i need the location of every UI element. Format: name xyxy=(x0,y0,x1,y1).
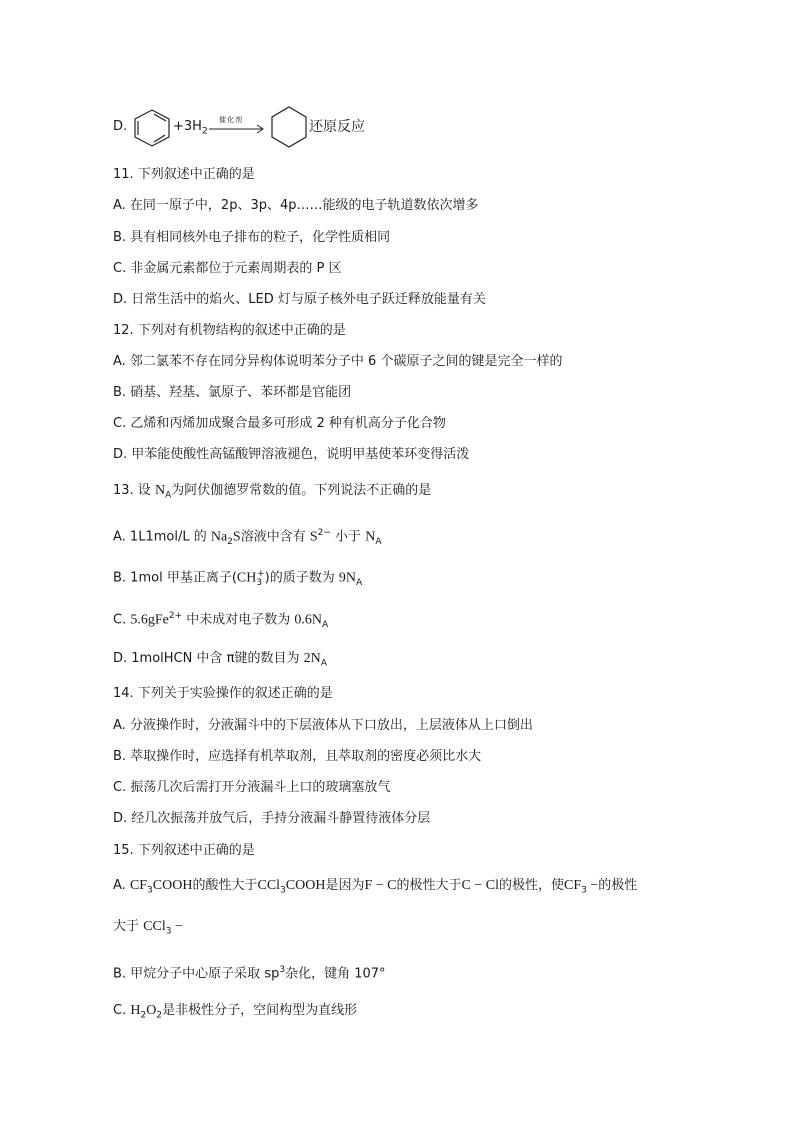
q15-option-c: C. $H_2O_2$是非极性分子，空间构型为直线形 xyxy=(113,1003,358,1021)
q11-option-a: A. 在同一原子中，2p、3p、4p……能级的电子轨道数依次增多 xyxy=(113,198,479,213)
catalyst-label: 催化剂 xyxy=(219,116,243,124)
q13-option-d: D. 1molHCN 中含 π键的数目为 $2N_A$ xyxy=(113,651,327,669)
q15-stem: 15. 下列叙述中正确的是 xyxy=(113,843,255,858)
q12-option-b: B. 硝基、羟基、氯原子、苯环都是官能团 xyxy=(113,385,352,400)
q12-option-d: D. 甲苯能使酸性高锰酸钾溶液褪色，说明甲基使苯环变得活泼 xyxy=(113,447,470,462)
cyclohexane-ring xyxy=(272,107,306,147)
q11-option-c: C. 非金属元素都位于元素周期表的 P 区 xyxy=(113,261,342,276)
reaction-type: 还原反应 xyxy=(309,119,365,135)
q11-option-d: D. 日常生活中的焰火、LED 灯与原子核外电子跃迁释放能量有关 xyxy=(113,292,486,307)
q14-option-d: D. 经几次振荡并放气后，手持分液漏斗静置待液体分层 xyxy=(113,811,431,826)
q12-option-a: A. 邻二氯苯不存在同分异构体说明苯分子中 6 个碳原子之间的键是完全一样的 xyxy=(113,354,563,369)
q12-option-c: C. 乙烯和丙烯加成聚合最多可形成 2 种有机高分子化合物 xyxy=(113,416,446,431)
q14-stem: 14. 下列关于实验操作的叙述正确的是 xyxy=(113,686,333,701)
q14-option-b: B. 萃取操作时，应选择有机萃取剂，且萃取剂的密度必须比水大 xyxy=(113,749,482,764)
q14-option-c: C. 振荡几次后需打开分液漏斗上口的玻璃塞放气 xyxy=(113,780,391,795)
benzene-ring xyxy=(135,110,169,146)
q12-stem: 12. 下列对有机物结构的叙述中正确的是 xyxy=(113,323,346,338)
reaction-arrow xyxy=(209,125,263,133)
q13-option-c: C. 5.6gFe$^{2+}$ 中未成对电子数为 $0.6N_A$ xyxy=(113,611,329,630)
q11-option-b: B. 具有相同核外电子排布的粒子，化学性质相同 xyxy=(113,230,391,245)
q15-option-a: A. $CF_3COOH$的酸性大于CCl$_3$COOH是因为F − C的极性大于C − Cl的极性，使$CF_3$ −的极性 xyxy=(113,878,638,896)
q15-option-b: B. 甲烷分子中心原子采取 $sp^3$杂化，键角 107° xyxy=(113,965,386,982)
q13-option-b: B. 1mol 甲基正离子$(CH_3^+)$的质子数为 $9N_A$ xyxy=(113,569,363,588)
q13-stem: 13. 设 $N_A$为阿伏伽德罗常数的值。下列说法不正确的是 xyxy=(113,483,432,501)
q13-option-a: A. 1L1mol/L 的 $Na_2S$溶液中含有 $S^{2-}$ 小于 $N_A$ xyxy=(113,528,382,547)
reactant-h2: $+3H_2$ xyxy=(173,119,208,137)
q11-stem: 11. 下列叙述中正确的是 xyxy=(113,167,255,182)
reaction-option-d xyxy=(113,104,513,150)
q15-option-a-continued: 大于 CCl$_3$ − xyxy=(113,919,183,937)
option-label: D. xyxy=(113,119,128,134)
q14-option-a: A. 分液操作时，分液漏斗中的下层液体从下口放出，上层液体从上口倒出 xyxy=(113,718,533,733)
